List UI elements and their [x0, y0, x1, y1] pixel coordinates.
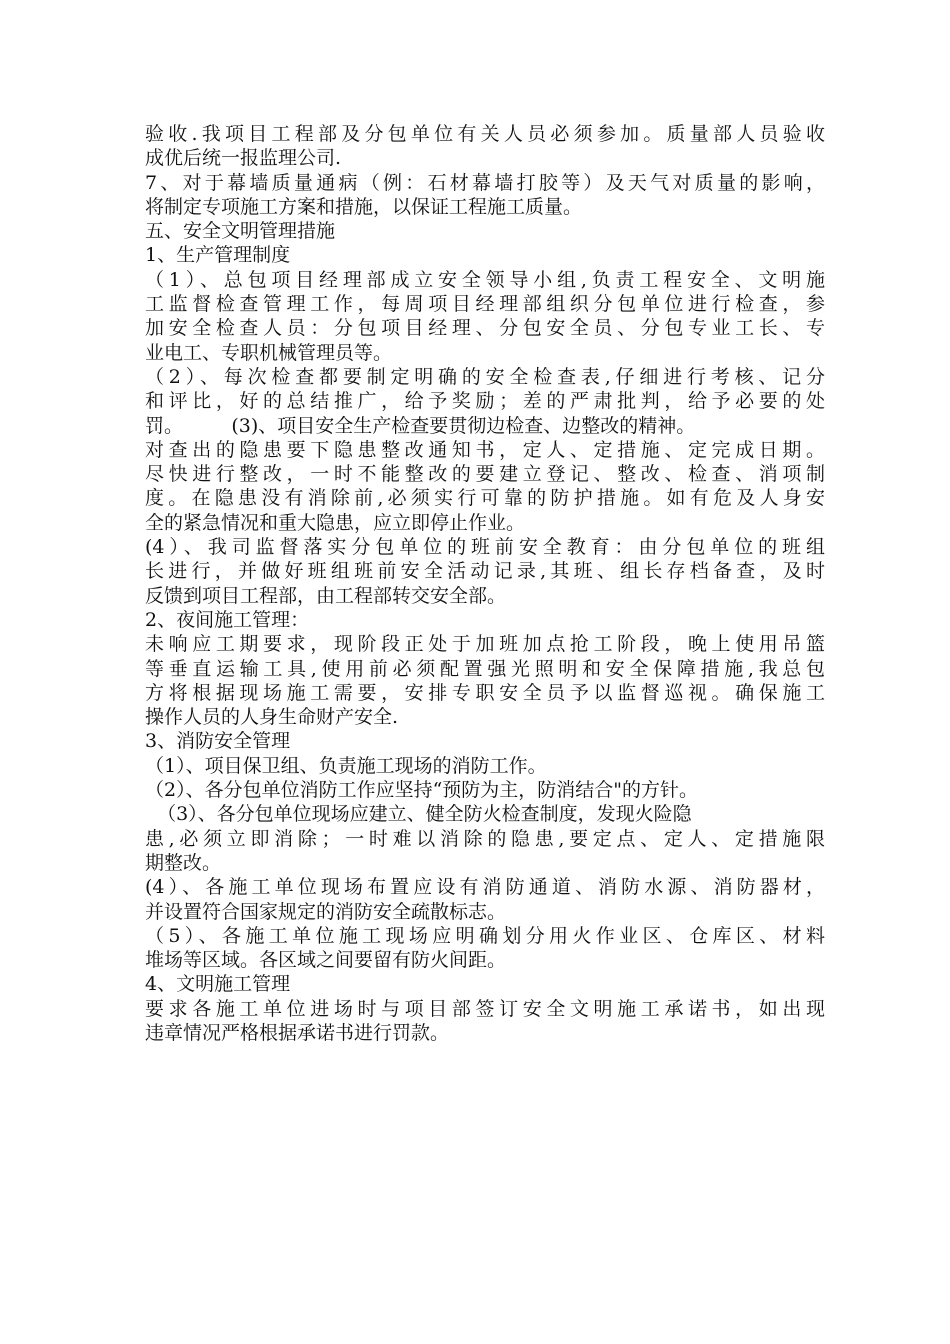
text-line: （5）、各施工单位施工现场应明确划分用火作业区、仓库区、材料 [145, 924, 825, 947]
text-line: 成优后统一报监理公司. [145, 147, 342, 170]
text-line: 方将根据现场施工需要，安排专职安全员予以监督巡视。确保施工 [145, 681, 825, 704]
subsection-heading: 4、文明施工管理 [145, 973, 291, 996]
text-line: 和评比，好的总结推广，给予奖励；差的严肃批判，给予必要的处 [145, 390, 825, 413]
text-line: 等垂直运输工具,使用前必须配置强光照明和安全保障措施,我总包 [145, 657, 825, 680]
text-line: 加安全检查人员：分包项目经理、分包安全员、分包专业工长、专 [145, 317, 825, 340]
text-line: 未响应工期要求，现阶段正处于加班加点抢工阶段，晚上使用吊篮 [145, 633, 825, 656]
subsection-heading: 2、夜间施工管理： [145, 608, 310, 631]
text-line: 工监督检查管理工作，每周项目经理部组织分包单位进行检查，参 [145, 293, 825, 316]
document-body [145, 122, 825, 1045]
text-line: （1）、项目保卫组、负责施工现场的消防工作。 [145, 754, 547, 777]
text-line: 对查出的隐患要下隐患整改通知书，定人、定措施、定完成日期。 [145, 438, 825, 461]
text-line: 罚。 (3)、项目安全生产检查要贯彻边检查、边整改的精神。 [145, 414, 696, 437]
text-line: 违章情况严格根据承诺书进行罚款。 [145, 1021, 450, 1044]
text-line: 全的紧急情况和重大隐患，应立即停止作业。 [145, 511, 526, 534]
text-line: 期整改。 [145, 851, 222, 874]
text-line: 反馈到项目工程部，由工程部转交安全部。 [145, 584, 507, 607]
text-line: （1）、总包项目经理部成立安全领导小组,负责工程安全、文明施 [145, 268, 825, 291]
text-line: 业电工、专职机械管理员等。 [145, 341, 393, 364]
text-line: 验收.我项目工程部及分包单位有关人员必须参加。质量部人员验收 [145, 123, 825, 145]
text-line: 患,必须立即消除；一时难以消除的隐患,要定点、定人、定措施限 [145, 827, 825, 850]
text-line: 尽快进行整改，一时不能整改的要建立登记、整改、检查、消项制 [145, 463, 825, 486]
text-line: （3）、各分包单位现场应建立、健全防火检查制度，发现火险隐 [145, 803, 692, 826]
subsection-heading: 1、生产管理制度 [145, 244, 291, 267]
text-line: 要求各施工单位进场时与项目部签订安全文明施工承诺书，如出现 [145, 997, 825, 1020]
text-line: （2）、各分包单位消防工作应坚持“预防为主，防消结合"的方针。 [145, 779, 699, 802]
text-line: 度。在隐患没有消除前,必须实行可靠的防护措施。如有危及人身安 [145, 487, 825, 510]
text-line: 操作人员的人身生命财产安全. [145, 706, 399, 729]
text-line: (4）、我司监督落实分包单位的班前安全教育：由分包单位的班组 [145, 536, 825, 559]
text-line: 长进行，并做好班组班前安全活动记录,其班、组长存档备查，及时 [145, 560, 825, 583]
subsection-heading: 3、消防安全管理 [145, 730, 291, 753]
text-line: 堆场等区域。各区域之间要留有防火间距。 [145, 949, 507, 972]
text-line: 并设置符合国家规定的消防安全疏散标志。 [145, 900, 507, 923]
section-heading: 五、安全文明管理措施 [145, 220, 336, 243]
text-line: 将制定专项施工方案和措施，以保证工程施工质量。 [145, 195, 583, 218]
text-line: (4）、各施工单位现场布置应设有消防通道、消防水源、消防器材， [145, 876, 825, 899]
text-line: 7、对于幕墙质量通病（例：石材幕墙打胶等）及天气对质量的影响， [145, 171, 825, 194]
text-line: （2）、每次检查都要制定明确的安全检查表,仔细进行考核、记分 [145, 365, 825, 388]
